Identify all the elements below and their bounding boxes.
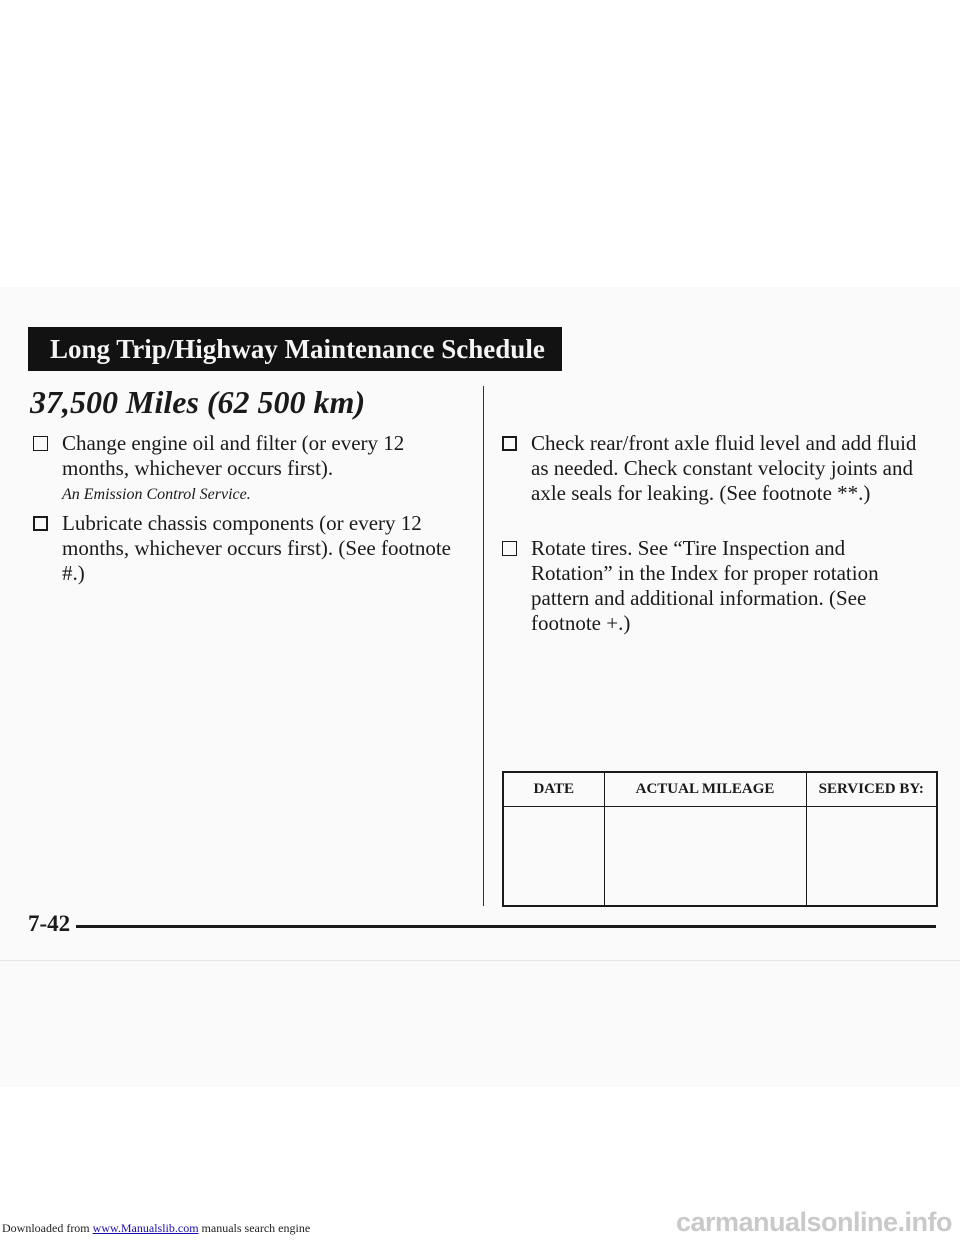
column-divider xyxy=(483,386,484,906)
mileage-cell[interactable] xyxy=(604,807,806,907)
date-column-header: DATE xyxy=(503,772,604,807)
footer-rule xyxy=(76,925,936,928)
service-table-row xyxy=(503,807,937,907)
service-record-table xyxy=(502,771,938,907)
date-cell[interactable] xyxy=(503,807,604,907)
serviced-by-cell[interactable] xyxy=(806,807,937,907)
checkbox-icon[interactable] xyxy=(502,541,517,556)
service-table-header-row xyxy=(503,772,937,807)
download-suffix: manuals search engine xyxy=(198,1221,311,1235)
serviced-by-column-header: SERVICED BY: xyxy=(806,772,937,807)
checkbox-icon[interactable] xyxy=(502,436,517,451)
scan-line xyxy=(0,960,960,961)
mileage-title: 37,500 Miles (62 500 km) xyxy=(30,384,366,420)
checklist-item-rotate-tires xyxy=(502,536,932,636)
schedule-header: Long Trip/Highway Maintenance Schedule xyxy=(28,327,562,371)
download-attribution xyxy=(2,1221,310,1236)
checkbox-icon[interactable] xyxy=(33,436,48,451)
watermark-text: carmanualsonline.info xyxy=(675,1207,952,1237)
checklist-item-lubricate-chassis xyxy=(33,511,453,586)
checklist-item-axle-fluid xyxy=(502,431,932,506)
manualslib-link[interactable]: www.Manualslib.com xyxy=(92,1221,199,1235)
checklist-item-text: Lubricate chassis components (or every 12 months, whichever occurs first). (See footnote #.) xyxy=(62,511,451,585)
page-number: 7-42 xyxy=(28,911,71,936)
download-prefix: Downloaded from xyxy=(2,1221,93,1235)
checklist-item-text: Change engine oil and filter (or every 12 months, whichever occurs first). xyxy=(62,431,405,480)
checklist-item-change-oil xyxy=(33,431,453,506)
checkbox-icon[interactable] xyxy=(33,516,48,531)
mileage-column-header: ACTUAL MILEAGE xyxy=(604,772,806,807)
checklist-item-text: Rotate tires. See “Tire Inspection and Rotation” in the Index for proper rotation pattern and additional information. (See footnote +.) xyxy=(531,536,879,635)
emission-note: An Emission Control Service. xyxy=(62,486,251,503)
checklist-item-text: Check rear/front axle fluid level and add fluid as needed. Check constant velocity joints and axle seals for leaking. (See footnote **.) xyxy=(531,431,917,505)
